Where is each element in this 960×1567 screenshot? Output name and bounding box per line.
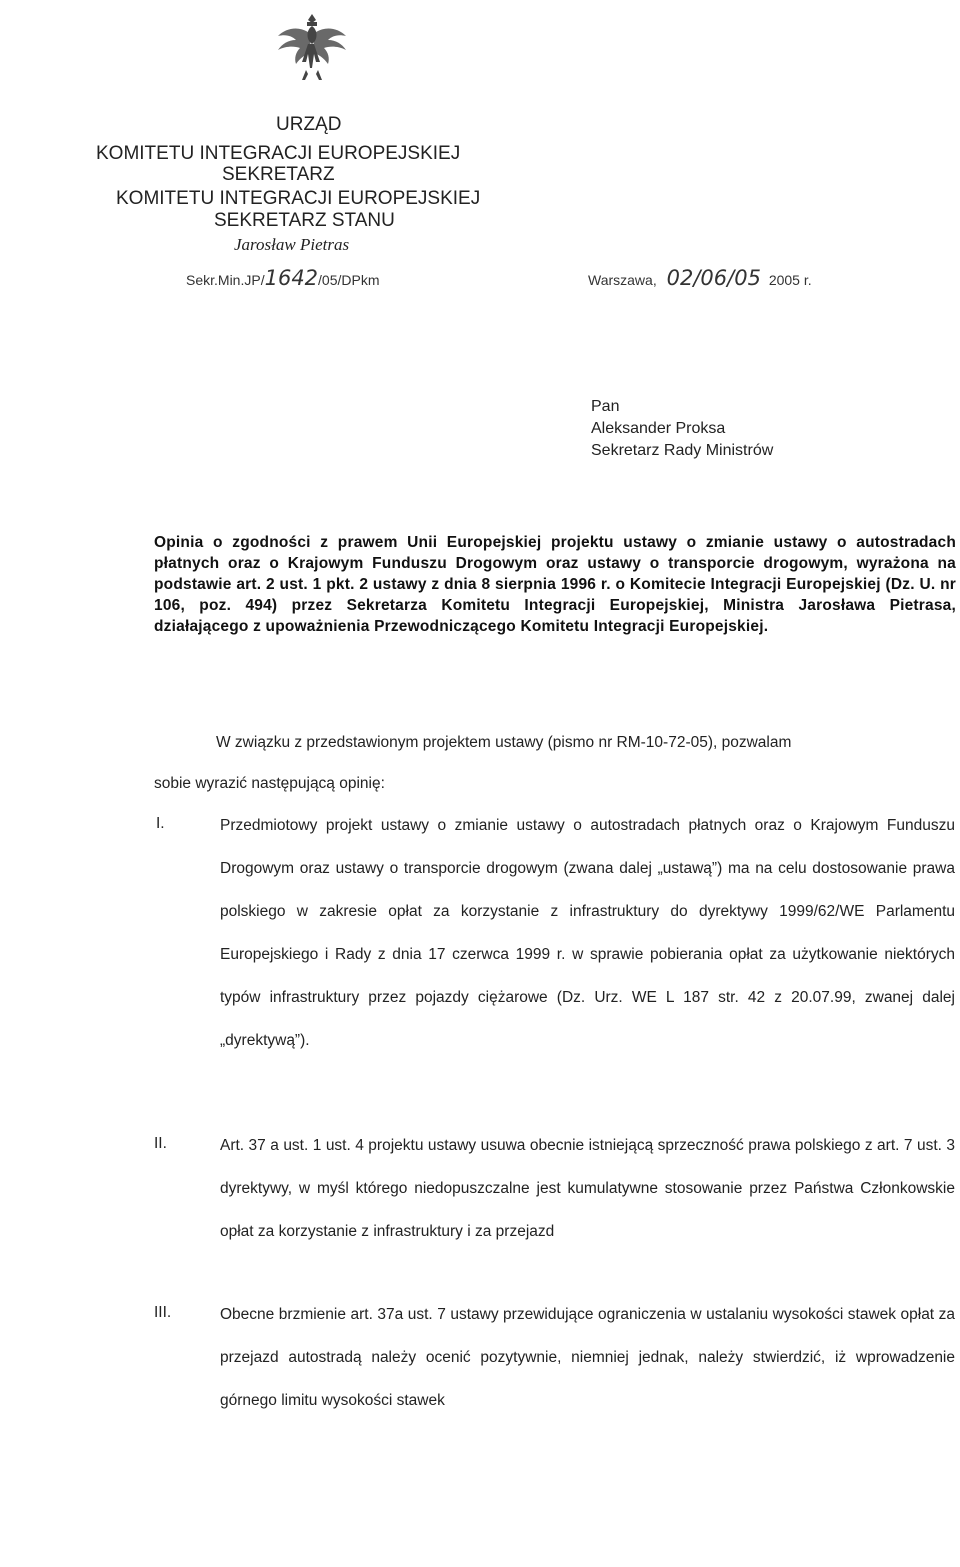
intro-line-1: W związku z przedstawionym projektem ustawy (pismo nr RM-10-72-05), pozwalam: [216, 734, 792, 751]
point-text-3: Obecne brzmienie art. 37a ust. 7 ustawy przewidujące ograniczenia w ustalaniu wysokości stawek opłat za przejazd autostradą należy ocenić pozytywnie, niemniej jednak, należy stwierdzić, iż wprowadzenie górnego limitu wysokości stawek: [220, 1306, 955, 1409]
eagle-emblem-icon: [262, 8, 362, 100]
reference-number: [186, 266, 380, 290]
reference-prefix: Sekr.Min.JP/: [186, 272, 265, 288]
office-line-3: SEKRETARZ: [222, 164, 335, 185]
point-text-1: Przedmiotowy projekt ustawy o zmianie ustawy o autostradach płatnych oraz o Krajowym Funduszu Drogowym oraz ustawy o transporcie drogowym (zwana dalej „ustawą”) ma na celu dostosowanie prawa polskiego w zakresie opłat za korzystanie z infrastruktury do dyrektywy 1999/62/WE Parlamentu Europejskiego i Rady z dnia 17 czerwca 1999 r. w sprawie pobierania opłat za użytkowanie niektórych typów infrastruktury przez pojazdy ciężarowe (Dz. Urz. WE L 187 str. 42 z 20.07.99, zwanej dalej „dyrektywą”).: [220, 817, 955, 1049]
office-line-5: SEKRETARZ STANU: [214, 210, 395, 231]
reference-handwritten: 1642: [264, 266, 319, 290]
date-year: 2005 r.: [768, 272, 812, 288]
addressee-name: Aleksander Proksa: [591, 420, 726, 437]
office-line-4: KOMITETU INTEGRACJI EUROPEJSKIEJ: [116, 188, 481, 209]
office-line-1: URZĄD: [276, 114, 342, 135]
addressee-salutation: Pan: [591, 398, 620, 415]
point-number-1: I.: [156, 815, 165, 832]
signatory-name: Jarosław Pietras: [234, 235, 350, 254]
intro-line-2: sobie wyrazić następującą opinię:: [154, 775, 385, 792]
reference-suffix: /05/DPkm: [318, 272, 380, 288]
point-number-3: III.: [154, 1304, 172, 1321]
date-handwritten: 02/06/05: [666, 266, 761, 290]
addressee-title: Sekretarz Rady Ministrów: [591, 442, 774, 459]
point-number-2: II.: [154, 1135, 167, 1152]
place: Warszawa,: [588, 272, 657, 288]
place-date: [588, 266, 812, 290]
point-text-2: Art. 37 a ust. 1 ust. 4 projektu ustawy usuwa obecnie istniejącą sprzeczność prawa polskiego z art. 7 ust. 3 dyrektywy, w myśl którego niedopuszczalne jest kumulatywne stosowanie przez Państwa Członkowskie opłat za korzystanie z infrastruktury i za przejazd: [220, 1137, 955, 1240]
office-line-2: KOMITETU INTEGRACJI EUROPEJSKIEJ: [96, 143, 461, 164]
subject-paragraph: Opinia o zgodności z prawem Unii Europejskiej projektu ustawy o zmianie ustawy o autostradach płatnych oraz o Krajowym Funduszu Drogowym oraz ustawy o transporcie drogowym, wyrażona na podstawie art. 2 ust. 1 pkt. 2 ustawy z dnia 8 sierpnia 1996 r. o Komitecie Integracji Europejskiej (Dz. U. nr 106, poz. 494) przez Sekretarza Komitetu Integracji Europejskiej, Ministra Jarosława Pietrasa, działającego z upoważnienia Przewodniczącego Komitetu Integracji Europejskiej.: [154, 534, 956, 635]
